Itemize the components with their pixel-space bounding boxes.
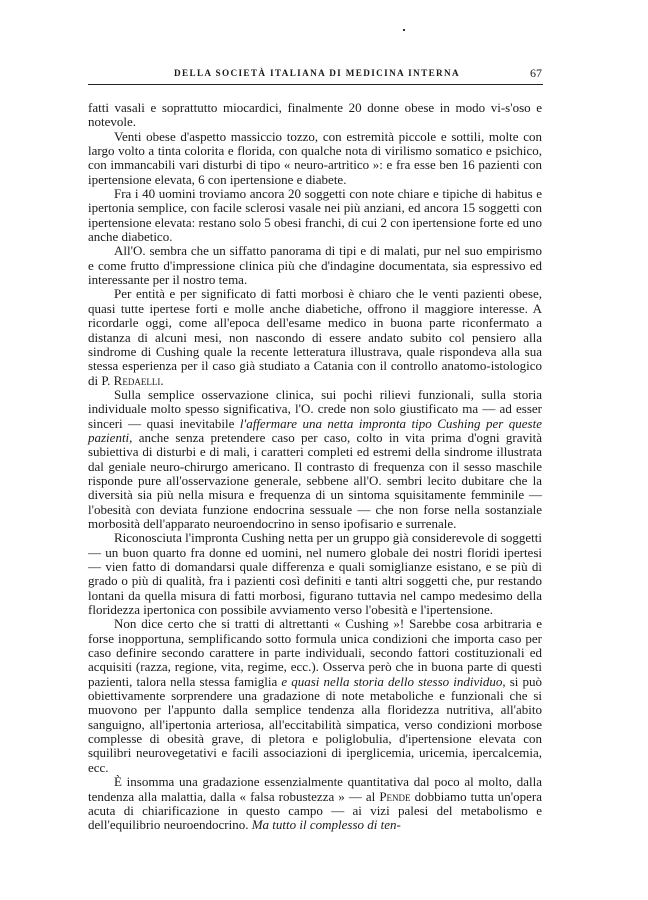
paragraph: Riconosciuta l'impronta Cushing netta per un gruppo già considerevole di soggetti — un buon quarto fra donne ed uomini, nel numero globale dei nostri floridi ipertesi — vien fatto di domandarsi quale differenza e quali somiglianze esistano, e se più di grado o più di qualità, fra i pazienti così definiti e tanti altri soggetti che, pur restando lontani da quella misura di fatti morbosi, figurano tuttavia nel campo medesimo della floridezza ipertonica con possibile avviamento verso l'obesità e l'ipertensione.	[88, 530, 542, 618]
scan-speck	[403, 29, 405, 31]
italic-emphasis: Ma tutto il complesso di ten-	[251, 817, 401, 833]
paragraph: Sulla semplice osservazione clinica, sui pochi rilievi funzionali, sulla storia individuale molto spesso significativa, l'O. crede non solo giustificato ma — ad esser sinceri — quasi inevitabile l'affermare una netta impronta tipo Cushing per queste pazienti, anche senza pretendere caso per caso, colto in vita prima d'ogni gravità subiettiva di disturbi e di mali, i caratteri completi ed estremi della sindrome illustrata dal geniale neuro-chirurgo americano. Il contrasto di frequenza con il sesso maschile risponde pure all'osservazione generale, sebbene all'O. sembri lecito dubitare che la diversità sia più nella misura e frequenza di un sintoma squisitamente femminile — l'obesità con deviata funzione endocrina sessuale — che non forse nella sostanziale morbosità dell'apparato neuroendocrino in senso ipofisario e surrenale.	[88, 386, 543, 531]
paragraph: Per entità e per significato di fatti morbosi è chiaro che le venti pazienti obese, quasi tutte ipertese forti e molle anche diabetiche, offrono il maggiore interesse. A ricordarle oggi, come all'epoca dell'esame medico in buona parte riconfermato a distanza di alcuni mesi, non nascondo di essere andato subito col pensiero alla sindrome di Cushing quale la recente letteratura illustrava, quale rispondeva alla sua stessa esperienza per il caso già studiato a Catania con il controllo anatomo-istologico di P. Redaelli.	[88, 286, 542, 388]
body-text	[88, 101, 542, 833]
paragraph: fatti vasali e soprattutto miocardici, finalmente 20 donne obese in modo vi-s'oso e notevole.	[88, 100, 542, 130]
paragraph: All'O. sembra che un siffatto panorama di tipi e di malati, pur nel suo empirismo e come frutto d'impressione clinica più che d'indagine documentata, sia espressivo ed interessante per il nostro tema.	[88, 243, 542, 288]
header-title: DELLA SOCIETÀ ITALIANA DI MEDICINA INTERNA	[174, 68, 461, 78]
italic-emphasis: e quasi nella storia dello stesso individuo	[281, 673, 503, 689]
running-header	[88, 68, 543, 85]
paragraph: Fra i 40 uomini troviamo ancora 20 soggetti con note chiare e tipiche di habitus e ipertonia semplice, con facile sclerosi vasale nei più anziani, ed ancora 15 soggetti con ipertensione elevata: restano solo 5 obesi franchi, di cui 2 con ipertensione forte ed uno anche diabetico.	[88, 186, 542, 245]
paragraph: È insomma una gradazione essenzialmente quantitativa dal poco al molto, dalla tendenza alla malattia, dalla « falsa robustezza » — al Pende dobbiamo tutta un'opera acuta di chiarificazione in questo campo — ai vizi palesi del metabolismo e dell'equilibrio neuroendocrino. Ma tutto il complesso di ten-	[88, 774, 542, 833]
author-name: Pende	[379, 788, 411, 804]
paragraph: Venti obese d'aspetto massiccio tozzo, con estremità piccole e sottili, molte con largo volto a tinta colorita e florida, con qualche nota di virilismo somatico e psichico, con immancabili vari disturbi di tipo « neuro-artritico »: e fra esse ben 16 pazienti con ipertensione elevata, 6 con ipertensione e diabete.	[88, 128, 542, 187]
italic-emphasis: l'affermare una netta impronta tipo Cushing per queste pazienti	[88, 415, 543, 445]
paragraph: Non dice certo che si tratti di altrettanti « Cushing »! Sarebbe cosa arbitraria e forse inopportuna, semplificando sotto formula unica condizioni che importa caso per caso definire secondo carattere in parte individuali, secondo fattori costituzionali ed acquisiti (razza, regione, vita, regime, ecc.). Osserva però che in buona parte di questi pazienti, talora nella stessa famiglia e quasi nella storia dello stesso individuo, si può obiettivamente sorprendere una gradazione di note metaboliche e funzionali che si muovono per l'appunto dalla semplice tendenza alla floridezza nutritiva, all'abito sanguigno, all'ipertonia arteriosa, all'eccitabilità simpatica, verso condizioni morbose complesse di obesità grave, di pletora e poliglobulia, d'ipertensione elevata con squilibri neurovegetativi e facili associazioni di iperglicemia, uricemia, ipercalcemia, ecc.	[88, 616, 543, 775]
author-name: Redaelli	[113, 372, 161, 388]
page-number: 67	[530, 66, 542, 80]
